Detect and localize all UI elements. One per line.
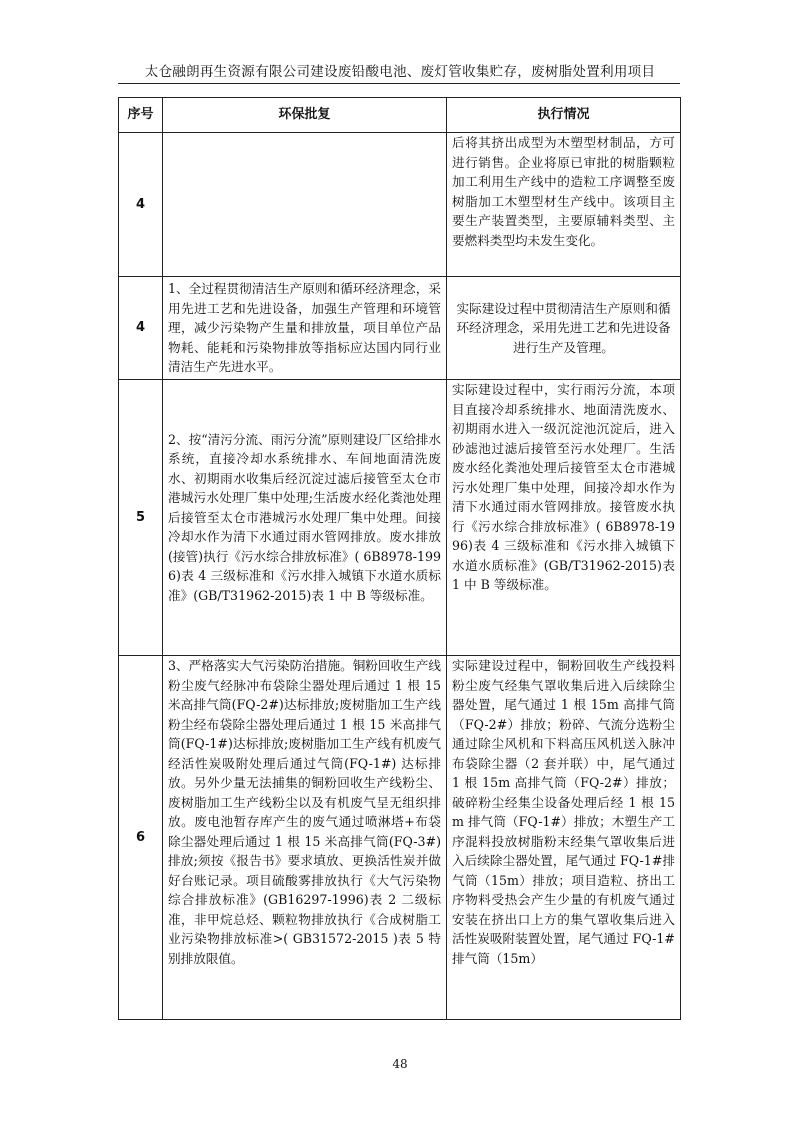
table-row (119, 277, 681, 380)
row-number: 5 (119, 380, 163, 656)
approval-cell: 2、按“清污分流、雨污分流”原则建设厂区给排水系统，直接冷却水系统排水、车间地面清洗废水、初期雨水收集后经沉淀过滤后接管至太仓市港城污水处理厂集中处理;生活废水经化粪池处理后接管至太仓市港城污水处理厂集中处理。间接冷却水作为清下水通过雨水管网排放。废水排放(接管)执行《污水综合排放标准》( 6B8978-1996)表 4 三级标准和《污水排入城镇下水道水质标准》(GB/T31962-2015)表 1 中 B 等级标准。 (163, 380, 447, 656)
header-rule (118, 83, 680, 84)
approval-table (118, 97, 681, 1020)
status-cell: 后将其挤出成型为木塑型材制品，方可进行销售。企业将原已审批的树脂颗粒加工利用生产线中的造粒工序调整至废树脂加工木塑型材生产线中。该项目主要生产装置类型，主要原辅料类型、主要燃料类型均未发生变化。 (447, 133, 681, 277)
page-header-title: 太仓融朗再生资源有限公司建设废铅酸电池、废灯管收集贮存，废树脂处置利用项目 (144, 64, 656, 80)
column-header-approval: 环保批复 (163, 98, 447, 133)
table-header-row (119, 98, 681, 133)
approval-cell: 1、全过程贯彻清洁生产原则和循环经济理念，采用先进工艺和先进设备，加强生产管理和环境管理，减少污染物产生量和排放量，项目单位产品物耗、能耗和污染物排放等指标应达国内同行业清洁生产先进水平。 (163, 277, 447, 380)
page-number: 48 (392, 1057, 408, 1071)
status-cell: 实际建设过程中，实行雨污分流，本项目直接冷却系统排水、地面清洗废水、初期雨水进入一级沉淀池沉淀后，进入砂滤池过滤后接管至污水处理厂。生活废水经化粪池处理后接管至太仓市港城污水处理厂集中处理，间接冷却水作为清下水通过雨水管网排放。接管废水执行《污水综合排放标准》( 6B8978-1996)表 4 三级标准和《污水排入城镇下水道水质标准》(GB/T31962-2015)表 1 中 B 等级标准。 (447, 380, 681, 656)
column-header-no: 序号 (119, 98, 163, 133)
approval-cell: 3、严格落实大气污染防治措施。铜粉回收生产线粉尘废气经脉冲布袋除尘器处理后通过 1 根 15 米高排气筒(FQ-2#)达标排放;废树脂加工生产线粉尘经布袋除尘器处理后通过 1 根 15 米高排气筒(FQ-1#)达标排放;废树脂加工生产线有机废气经活性炭吸附处理后通过气筒(FQ-1#) 达标排放。另外少量无法捕集的铜粉回收生产线粉尘、废树脂加工生产线粉尘以及有机废气呈无组织排放。废电池暂存库产生的废气通过喷淋塔+布袋除尘器处理后通过 1 根 15 米高排气筒(FQ-3#)排放;须按《报告书》要求填放、更换活性炭并做好台账记录。项目硫酸雾排放执行《大气污染物综合排放标准》(GB16297-1996)表 2 二级标准，非甲烷总烃、颗粒物排放执行《合成树脂工业污染物排放标准>( GB31572-2015 )表 5 特别排放限值。 (163, 656, 447, 1020)
table-row (119, 133, 681, 277)
status-cell: 实际建设过程中贯彻清洁生产原则和循环经济理念，采用先进工艺和先进设备进行生产及管理。 (447, 277, 681, 380)
column-header-status: 执行情况 (447, 98, 681, 133)
table-row (119, 380, 681, 656)
row-number: 6 (119, 656, 163, 1020)
table-row (119, 656, 681, 1020)
approval-cell (163, 133, 447, 277)
row-number: 4 (119, 277, 163, 380)
status-cell: 实际建设过程中，铜粉回收生产线投料粉尘废气经集气罩收集后进入后续除尘器处置，尾气通过 1 根 15m 高排气筒（FQ-2#）排放；粉碎、气流分选粉尘通过除尘风机和下料高压风机送入脉冲布袋除尘器（2 套并联）中，尾气通过 1 根 15m 高排气筒（FQ-2#）排放；破碎粉尘经集尘设备处理后经 1 根 15m 排气筒（FQ-1#）排放；木塑生产工序混料投放树脂粉末经集气罩收集后进入后续除尘器处置，尾气通过 FQ-1#排气筒（15m）排放；项目造粒、挤出工序物料受热会产生少量的有机废气通过安装在挤出口上方的集气罩收集后进入活性炭吸附装置处置，尾气通过 FQ-1#排气筒（15m） (447, 656, 681, 1020)
row-number: 4 (119, 133, 163, 277)
